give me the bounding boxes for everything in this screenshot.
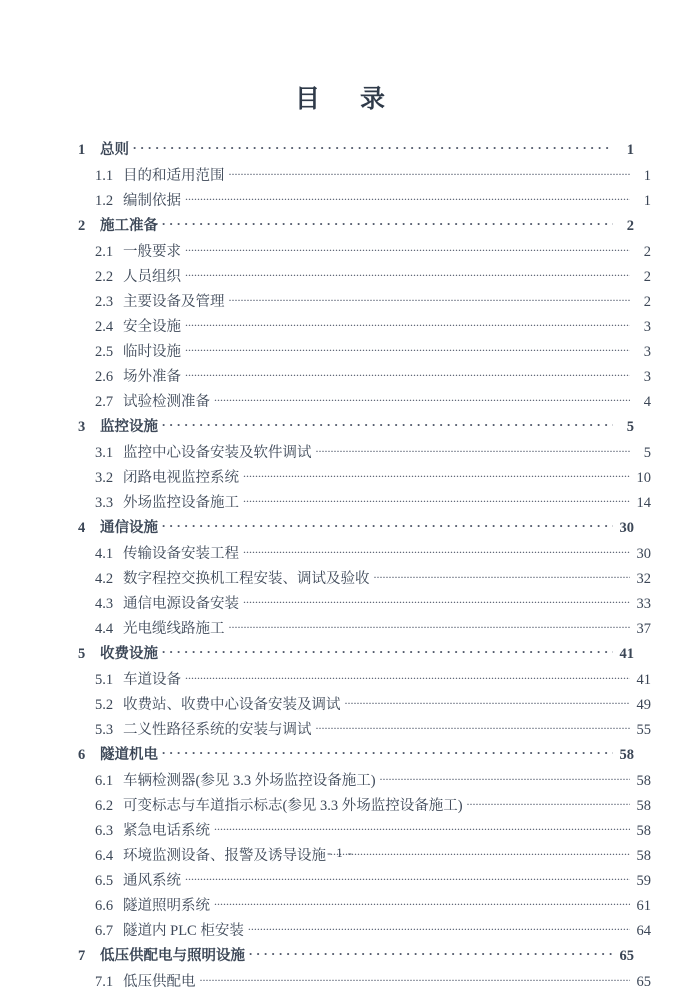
toc-entry[interactable]: [78, 970, 651, 995]
toc-entry-label: 闭路电视监控系统: [123, 470, 239, 486]
toc-leader-dots: [185, 191, 630, 206]
toc-leader-dots: [243, 493, 630, 508]
toc-entry-page-number: 58: [619, 747, 634, 763]
toc-leader-dots: [185, 342, 630, 357]
toc-entry-label: 收费站、收费中心设备安装及调试: [123, 697, 341, 713]
toc-entry-label: 主要设备及管理: [123, 294, 225, 310]
toc-entry-page-number: 37: [636, 621, 651, 637]
toc-entry[interactable]: [78, 315, 651, 340]
toc-entry-number: 4.1: [95, 546, 114, 562]
toc-entry-number: 3.1: [95, 445, 114, 461]
toc-entry[interactable]: [78, 617, 651, 642]
toc-entry-label: 总则: [100, 142, 129, 158]
toc-entry-page-number: 41: [619, 646, 634, 662]
toc-entry-page-number: 64: [636, 923, 651, 939]
toc-entry-label: 外场监控设备施工: [123, 495, 239, 511]
page-title: 目 录: [294, 86, 393, 113]
toc-entry-number: 5.2: [95, 697, 114, 713]
toc-entry-number: 2.1: [95, 244, 114, 260]
toc-entry-page-number: 58: [636, 773, 651, 789]
toc-leader-dots: [316, 720, 631, 735]
toc-entry-label: 可变标志与车道指示标志(参见 3.3 外场监控设备施工): [123, 798, 463, 814]
toc-entry-number: 6.5: [95, 873, 114, 889]
toc-leader-dots: [162, 644, 613, 659]
toc-entry-label: 数字程控交换机工程安装、调试及验收: [123, 571, 370, 587]
toc-entry-number: 6.2: [95, 798, 114, 814]
toc-entry-label: 车辆检测器(参见 3.3 外场监控设备施工): [123, 773, 376, 789]
toc-entry-page-number: 49: [636, 697, 651, 713]
toc-entry-page-number: 32: [636, 571, 651, 587]
toc-entry-label: 传输设备安装工程: [123, 546, 239, 562]
toc-entry-label: 二义性路径系统的安装与调试: [123, 722, 312, 738]
toc-leader-dots: [185, 317, 630, 332]
toc-entry-page-number: 3: [643, 319, 651, 335]
toc-leader-dots: [467, 796, 630, 811]
toc-entry-label: 低压供配电与照明设施: [100, 948, 245, 964]
toc-entry-page-number: 55: [636, 722, 651, 738]
toc-entry-label: 车道设备: [123, 672, 181, 688]
page-footer: - 1 -: [327, 846, 353, 860]
toc-entry-number: 2: [78, 218, 86, 234]
toc-entry[interactable]: [78, 365, 651, 390]
toc-leader-dots: [243, 468, 630, 483]
toc-entry-page-number: 2: [643, 269, 651, 285]
toc-entry-label: 场外准备: [123, 369, 181, 385]
toc-entry-page-number: 65: [619, 948, 634, 964]
toc-entry-page-number: 30: [636, 546, 651, 562]
toc-entry-page-number: 65: [636, 974, 651, 990]
toc-entry-label: 施工准备: [100, 218, 158, 234]
toc-leader-dots: [185, 242, 630, 257]
toc-entry-number: 4.2: [95, 571, 114, 587]
toc-entry-page-number: 4: [643, 394, 651, 410]
toc-entry-page-number: 58: [636, 798, 651, 814]
toc-entry[interactable]: [78, 567, 651, 592]
toc-entry-label: 隧道内 PLC 柜安装: [123, 923, 244, 939]
toc-entry[interactable]: [78, 944, 634, 970]
toc-entry[interactable]: [78, 290, 651, 315]
toc-entry-number: 7: [78, 948, 86, 964]
toc-entry-number: 6.1: [95, 773, 114, 789]
toc-entry-page-number: 1: [643, 168, 651, 184]
toc-leader-dots: [185, 871, 630, 886]
toc-leader-dots: [214, 392, 630, 407]
toc-entry-number: 1: [78, 142, 86, 158]
toc-entry[interactable]: [78, 466, 651, 491]
toc-entry-label: 收费设施: [100, 646, 158, 662]
toc-entry-number: 7.1: [95, 974, 114, 990]
toc-entry[interactable]: [78, 819, 651, 844]
toc-entry-label: 通信电源设备安装: [123, 596, 239, 612]
toc-entry-page-number: 3: [643, 344, 651, 360]
toc-leader-dots: [200, 972, 631, 987]
toc-entry-page-number: 2: [626, 218, 634, 234]
toc-entry-page-number: 58: [636, 823, 651, 839]
toc-entry-label: 低压供配电: [123, 974, 196, 990]
toc-entry-label: 安全设施: [123, 319, 181, 335]
toc-entry[interactable]: [78, 491, 651, 516]
toc-leader-dots: [249, 946, 613, 961]
toc-entry-number: 3: [78, 419, 86, 435]
toc-leader-dots: [162, 216, 613, 231]
toc-leader-dots: [214, 896, 630, 911]
toc-entry[interactable]: [78, 718, 651, 743]
toc-entry-page-number: 61: [636, 898, 651, 914]
toc-entry[interactable]: [78, 390, 651, 415]
toc-entry-page-number: 3: [643, 369, 651, 385]
toc-leader-dots: [162, 417, 613, 432]
toc-entry-label: 隧道机电: [100, 747, 158, 763]
toc-leader-dots: [243, 544, 630, 559]
toc-entry-label: 试验检测准备: [123, 394, 210, 410]
toc-leader-dots: [243, 594, 630, 609]
toc-entry-label: 目的和适用范围: [123, 168, 225, 184]
toc-entry-label: 临时设施: [123, 344, 181, 360]
toc-entry-number: 2.6: [95, 369, 114, 385]
toc-entry-number: 6.3: [95, 823, 114, 839]
toc-entry-number: 6: [78, 747, 86, 763]
toc-entry[interactable]: [78, 769, 651, 794]
toc-entry-number: 5.1: [95, 672, 114, 688]
toc-entry-label: 监控设施: [100, 419, 158, 435]
toc-entry-label: 隧道照明系统: [123, 898, 210, 914]
toc-entry-number: 2.3: [95, 294, 114, 310]
toc-entry-number: 2.4: [95, 319, 114, 335]
toc-entry[interactable]: [78, 214, 634, 240]
toc-entry-page-number: 14: [636, 495, 651, 511]
toc-leader-dots: [229, 619, 631, 634]
toc-entry-label: 一般要求: [123, 244, 181, 260]
toc-entry[interactable]: [78, 794, 651, 819]
toc-entry[interactable]: [78, 441, 651, 466]
toc-entry-number: 2.7: [95, 394, 114, 410]
toc-entry[interactable]: [78, 869, 651, 894]
toc-entry-page-number: 1: [626, 142, 634, 158]
toc-entry-label: 紧急电话系统: [123, 823, 210, 839]
toc-entry[interactable]: [78, 743, 634, 769]
toc-entry[interactable]: [78, 919, 651, 944]
toc-entry-page-number: 10: [636, 470, 651, 486]
toc-entry-page-number: 2: [643, 294, 651, 310]
toc-entry-number: 6.6: [95, 898, 114, 914]
toc-entry-label: 通信设施: [100, 520, 158, 536]
toc-leader-dots: [248, 921, 630, 936]
toc-entry-page-number: 30: [619, 520, 634, 536]
toc-entry-page-number: 41: [636, 672, 651, 688]
toc-entry[interactable]: [78, 189, 651, 214]
toc-entry-number: 3.2: [95, 470, 114, 486]
toc-leader-dots: [214, 821, 630, 836]
toc-entry-number: 4.4: [95, 621, 114, 637]
toc-entry-page-number: 2: [643, 244, 651, 260]
toc-entry-number: 6.4: [95, 848, 114, 864]
toc-entry[interactable]: [78, 164, 651, 189]
toc-leader-dots: [380, 771, 630, 786]
toc-entry[interactable]: [78, 340, 651, 365]
toc-entry[interactable]: [78, 138, 634, 164]
toc-entry-number: 5.3: [95, 722, 114, 738]
toc-entry[interactable]: [78, 668, 651, 693]
toc-entry-label: 光电缆线路施工: [123, 621, 225, 637]
table-of-contents: [78, 138, 651, 995]
toc-leader-dots: [345, 695, 631, 710]
toc-leader-dots: [229, 166, 631, 181]
toc-entry-label: 通风系统: [123, 873, 181, 889]
toc-entry-number: 2.5: [95, 344, 114, 360]
toc-leader-dots: [162, 518, 613, 533]
toc-entry[interactable]: [78, 894, 651, 919]
toc-entry-number: 2.2: [95, 269, 114, 285]
toc-entry-page-number: 58: [636, 848, 651, 864]
toc-leader-dots: [185, 367, 630, 382]
toc-entry[interactable]: [78, 642, 634, 668]
toc-entry-number: 1.1: [95, 168, 114, 184]
toc-entry-page-number: 33: [636, 596, 651, 612]
toc-entry-number: 5: [78, 646, 86, 662]
toc-entry[interactable]: [78, 542, 651, 567]
toc-leader-dots: [316, 443, 631, 458]
toc-entry[interactable]: [78, 415, 634, 441]
toc-entry-page-number: 1: [643, 193, 651, 209]
toc-entry-number: 3.3: [95, 495, 114, 511]
toc-entry-page-number: 59: [636, 873, 651, 889]
toc-entry-number: 6.7: [95, 923, 114, 939]
toc-leader-dots: [185, 670, 630, 685]
toc-entry-page-number: 5: [626, 419, 634, 435]
toc-entry-label: 编制依据: [123, 193, 181, 209]
toc-leader-dots: [229, 292, 631, 307]
toc-entry-label: 人员组织: [123, 269, 181, 285]
toc-entry[interactable]: [78, 265, 651, 290]
toc-entry-label: 监控中心设备安装及软件调试: [123, 445, 312, 461]
toc-leader-dots: [133, 140, 613, 155]
toc-entry-label: 环境监测设备、报警及诱导设施: [123, 848, 326, 864]
toc-entry-number: 1.2: [95, 193, 114, 209]
toc-entry[interactable]: [78, 240, 651, 265]
toc-entry-number: 4.3: [95, 596, 114, 612]
toc-leader-dots: [185, 267, 630, 282]
toc-entry[interactable]: [78, 516, 634, 542]
toc-entry[interactable]: [78, 693, 651, 718]
toc-entry[interactable]: [78, 592, 651, 617]
toc-entry-number: 4: [78, 520, 86, 536]
toc-entry-page-number: 5: [643, 445, 651, 461]
toc-leader-dots: [374, 569, 631, 584]
toc-leader-dots: [162, 745, 613, 760]
